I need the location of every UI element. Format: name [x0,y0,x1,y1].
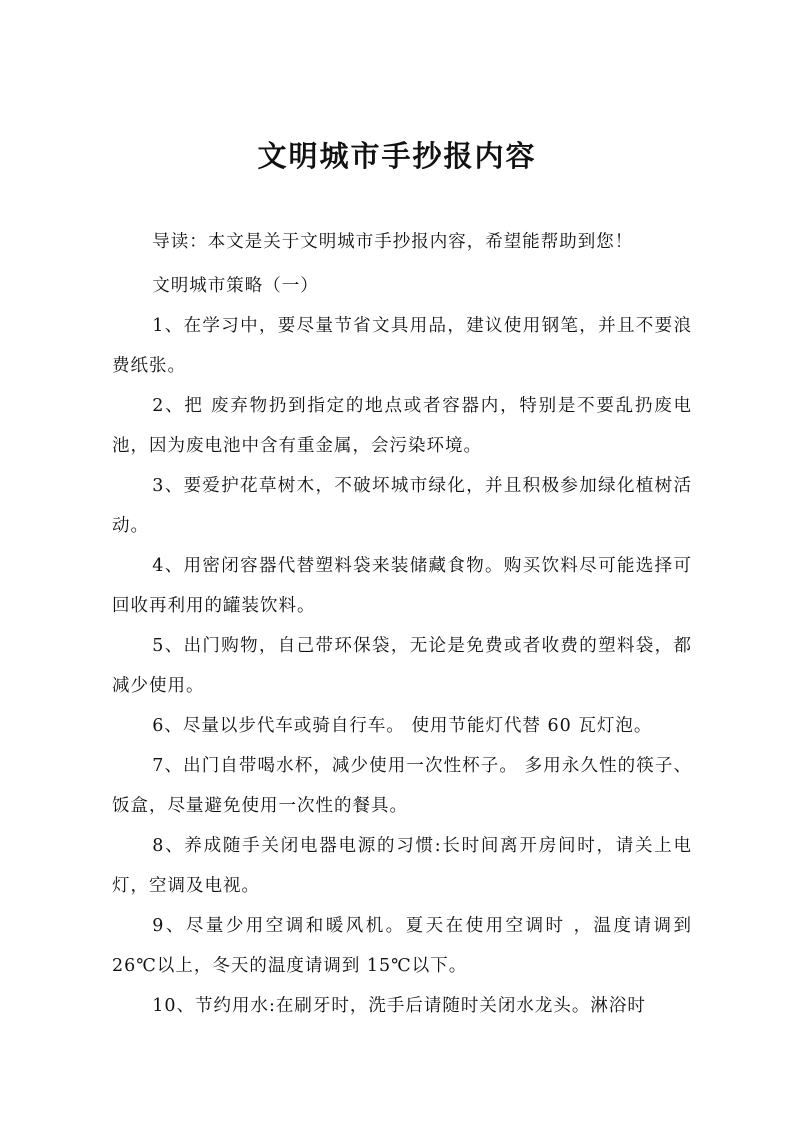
list-item: 8、养成随手关闭电器电源的习惯:长时间离开房间时，请关上电灯，空调及电视。 [112,836,692,896]
intro-paragraph: 导读：本文是关于文明城市手抄报内容，希望能帮助到您！ [152,232,634,252]
list-item: 4、用密闭容器代替塑料袋来装储藏食物。购买饮料尽可能选择可回收再利用的罐装饮料。 [112,556,692,616]
document-title: 文明城市手抄报内容 [257,139,537,173]
list-item: 1、在学习中，要尽量节省文具用品，建议使用钢笔，并且不要浪费纸张。 [112,316,692,376]
list-item: 5、出门购物，自己带环保袋，无论是免费或者收费的塑料袋，都减少使用。 [112,636,692,696]
list-item: 10、节约用水:在刷牙时，洗手后请随时关闭水龙头。淋浴时 [152,996,646,1016]
list-item: 7、出门自带喝水杯，减少使用一次性杯子。 多用永久性的筷子、饭盒，尽量避免使用一次性的餐具。 [112,756,692,816]
section-heading: 文明城市策略（一） [152,276,319,296]
list-item: 6、尽量以步代车或骑自行车。 使用节能灯代替 60 瓦灯泡。 [152,716,653,736]
document-body [112,222,692,1026]
list-item: 3、要爱护花草树木，不破坏城市绿化，并且积极参加绿化植树活动。 [112,476,692,536]
list-item: 9、尽量少用空调和暖风机。夏天在使用空调时 ，温度请调到 26℃以上，冬天的温度请调到 15℃以下。 [112,916,692,976]
list-item: 2、把 废弃物扔到指定的地点或者容器内，特别是不要乱扔废电池，因为废电池中含有重金属，会污染环境。 [112,396,692,456]
